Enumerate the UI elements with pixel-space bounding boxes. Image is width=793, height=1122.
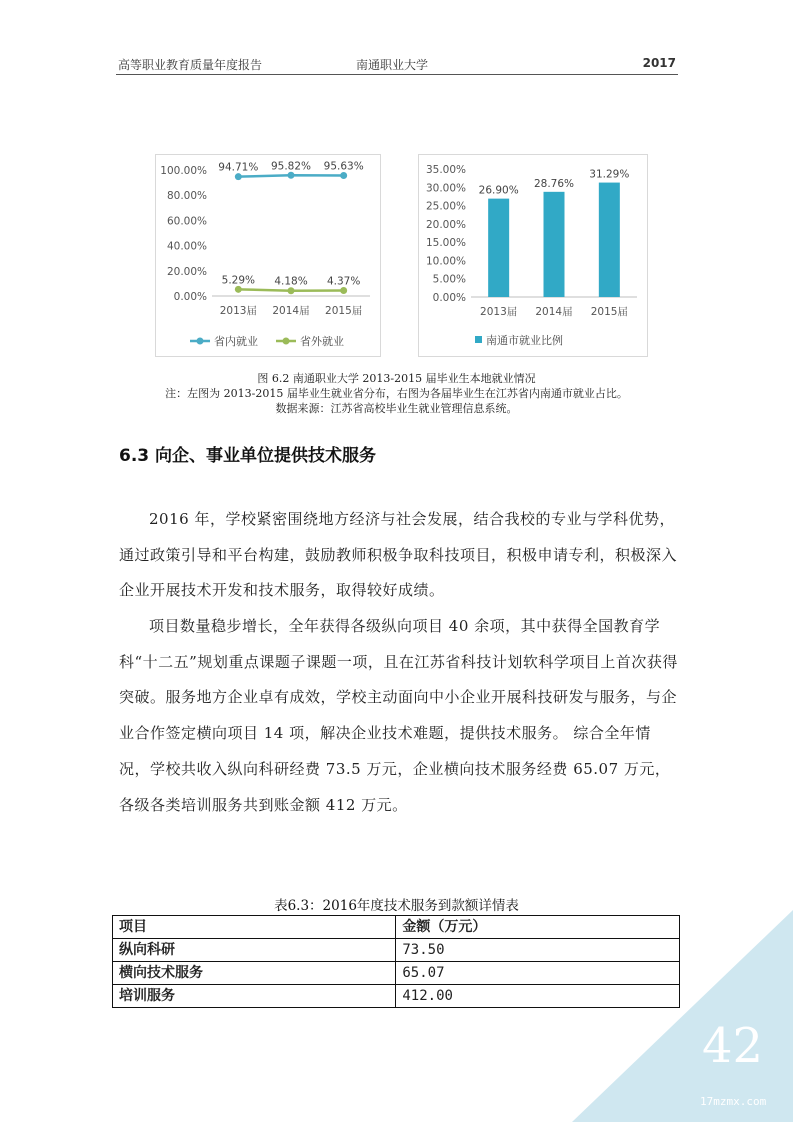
- figure-note: 注：左图为 2013-2015 届毕业生就业省分布，右图为各届毕业生在江苏省内南通市就业占比。: [165, 387, 628, 400]
- x-tick-label: 2013届: [219, 305, 257, 317]
- bar: [488, 199, 509, 297]
- data-label: 26.90%: [478, 184, 519, 197]
- header-divider: [116, 74, 678, 75]
- x-tick-label: 2015届: [325, 305, 363, 317]
- y-tick-label: 0.00%: [173, 291, 207, 303]
- table-cell-item: 横向技术服务: [113, 962, 396, 985]
- data-label: 95.82%: [270, 160, 312, 173]
- legend-label: 省内就业: [214, 335, 258, 348]
- table-cell-item: 培训服务: [113, 985, 396, 1008]
- table-caption: 表6.3：2016年度技术服务到款额详情表: [274, 898, 519, 914]
- y-tick-label: 100.00%: [160, 165, 207, 177]
- paragraph: 2016 年，学校紧密围绕地方经济与社会发展，结合我校的专业与学科优势，通过政策引导和平台构建，鼓励教师积极争取科技项目，积极申请专利，积极深入企业开展技术开发和技术服务，取得较好成绩。: [119, 510, 678, 600]
- bar: [599, 183, 620, 297]
- data-point: [340, 287, 347, 294]
- y-tick-label: 35.00%: [425, 164, 466, 176]
- y-tick-label: 10.00%: [425, 255, 466, 268]
- data-label: 28.76%: [533, 177, 575, 190]
- data-point: [340, 172, 347, 179]
- bar: [544, 192, 565, 297]
- section-heading: 6.3 向企、事业单位提供技术服务: [119, 446, 377, 466]
- table-header-row: [113, 916, 680, 939]
- table-row: [113, 939, 680, 962]
- table-cell-amount: 65.07: [396, 962, 680, 985]
- data-point: [288, 172, 295, 179]
- legend-swatch: [475, 336, 482, 343]
- page-number: 42: [702, 1018, 764, 1074]
- x-tick-label: 2014届: [535, 306, 573, 318]
- y-tick-label: 80.00%: [166, 190, 207, 203]
- data-label: 94.71%: [218, 161, 259, 174]
- data-label: 4.37%: [326, 275, 361, 288]
- service-funds-table: [112, 915, 680, 1008]
- table-cell-amount: 412.00: [396, 985, 680, 1008]
- table-header-cell: 项目: [113, 916, 396, 939]
- data-point: [235, 286, 242, 293]
- legend-marker: [283, 338, 290, 345]
- page-header: [118, 56, 676, 74]
- y-tick-label: 5.00%: [432, 273, 466, 286]
- y-tick-label: 40.00%: [166, 240, 207, 253]
- watermark: 17mzmx.com: [700, 1095, 767, 1108]
- line-chart-panel: [155, 154, 381, 357]
- header-report-title: 高等职业教育质量年度报告: [118, 58, 263, 72]
- data-label: 5.29%: [221, 274, 256, 287]
- data-label: 95.63%: [323, 160, 364, 173]
- legend-label: 省外就业: [300, 335, 344, 348]
- data-label: 4.18%: [274, 275, 308, 288]
- y-tick-label: 25.00%: [425, 200, 466, 213]
- x-tick-label: 2013届: [480, 306, 518, 318]
- x-tick-label: 2015届: [590, 306, 628, 318]
- y-tick-label: 0.00%: [432, 292, 466, 304]
- paragraph: 项目数量稳步增长，全年获得各级纵向项目 40 余项，其中获得全国教育学科“十二五”规划重点课题子课题一项，且在江苏省科技计划软科学项目上首次获得突破。服务地方企业卓有成效，学校主动面向中小企业开展科技研发与服务，与企业合作签定横向项目 14 项，解决企业技术难题，提供技术服务。 综合全年情况，学校共收入纵向科研经费 73.5 万元，企业横向技术服务经费 65.07 万元，各级各类培训服务共到账金额 412 万元。: [119, 617, 678, 814]
- y-tick-label: 60.00%: [166, 215, 207, 228]
- x-tick-label: 2014届: [272, 305, 310, 317]
- legend-marker: [197, 338, 204, 345]
- table-cell-amount: 73.50: [396, 939, 680, 962]
- table-cell-item: 纵向科研: [113, 939, 396, 962]
- table-row: [113, 985, 680, 1008]
- header-year: 2017: [642, 56, 676, 70]
- table-header-cell: 金额（万元）: [396, 916, 680, 939]
- table-row: [113, 962, 680, 985]
- header-school-name: 南通职业大学: [356, 58, 429, 72]
- y-tick-label: 15.00%: [425, 237, 466, 250]
- y-tick-label: 30.00%: [425, 182, 466, 195]
- data-label: 31.29%: [589, 168, 630, 181]
- y-tick-label: 20.00%: [425, 218, 466, 231]
- legend-label: 南通市就业比例: [486, 334, 563, 347]
- line-chart: [156, 155, 380, 356]
- data-point: [235, 173, 242, 180]
- y-tick-label: 20.00%: [166, 265, 207, 278]
- data-point: [288, 287, 295, 294]
- figure-source: 数据来源：江苏省高校毕业生就业管理信息系统。: [275, 402, 518, 415]
- bar-chart: [419, 155, 647, 356]
- figure-caption: 图 6.2 南通职业大学 2013-2015 届毕业生本地就业情况: [257, 372, 536, 385]
- bar-chart-panel: [418, 154, 648, 357]
